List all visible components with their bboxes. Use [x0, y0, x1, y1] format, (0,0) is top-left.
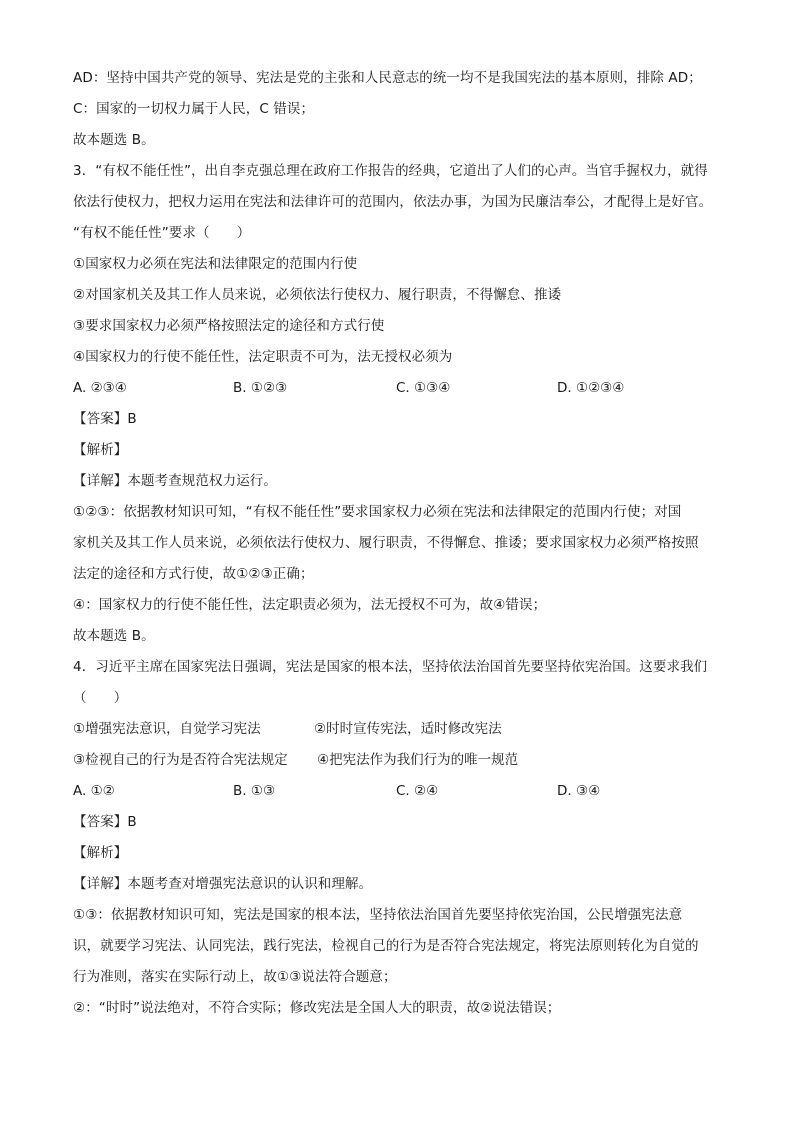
q4-statement-3: ③检视自己的行为是否符合宪法规定 [73, 752, 288, 768]
text-line: 故本题选 B。 [73, 132, 155, 148]
question-3-stem: “有权不能任性”要求（ ） [73, 225, 251, 241]
q4-explanation: 行为准则，落实在实际行动上，故①③说法符合题意； [73, 969, 397, 985]
question-4-stem: （ ） [73, 690, 128, 706]
q3-explanation: ①②③：依据教材知识可知，“有权不能任性”要求国家权力必须在宪法和法律限定的范围内行使；对国 [73, 504, 682, 520]
q3-analysis-heading: 【解析】 [73, 442, 128, 458]
q4-answer: 【答案】B [73, 814, 137, 830]
q4-statement-1: ①增强宪法意识，自觉学习宪法 [73, 721, 261, 737]
q4-explanation: ②：“时时”说法绝对，不符合实际；修改宪法是全国人大的职责，故②说法错误； [73, 1000, 561, 1016]
q3-explanation: ④：国家权力的行使不能任性，法定职责必须为，法无授权不可为，故④错误； [73, 597, 547, 613]
q4-explanation: 识，就要学习宪法、认同宪法，践行宪法，检视自己的行为是否符合宪法规定，将宪法原则转化为自觉的 [73, 938, 699, 954]
q4-analysis-heading: 【解析】 [73, 845, 128, 861]
text-line: C：国家的一切权力属于人民，C 错误； [73, 101, 315, 117]
q3-detail: 【详解】本题考查规范权力运行。 [73, 473, 277, 489]
question-3-statement: ③要求国家权力必须严格按照法定的途径和方式行使 [73, 318, 385, 334]
q4-option-b: B. ①③ [233, 783, 276, 799]
question-3-stem: 3．“有权不能任性”，出自李克强总理在政府工作报告的经典，它道出了人们的心声。当官手握权力，就得 [73, 163, 708, 179]
question-3-stem: 依法行使权力，把权力运用在宪法和法律许可的范围内，依法办事，为国为民廉洁奉公，才配得上是好官。 [73, 194, 713, 210]
q3-explanation: 家机关及其工作人员来说，必须依法行使权力、履行职责，不得懈怠、推诿；要求国家权力必须严格按照 [73, 535, 699, 551]
q4-statement-4: ④把宪法作为我们行为的唯一规范 [317, 752, 519, 768]
question-3-statement: ①国家权力必须在宪法和法律限定的范围内行使 [73, 256, 358, 272]
q3-conclusion: 故本题选 B。 [73, 628, 155, 644]
q4-detail: 【详解】本题考查对增强宪法意识的认识和理解。 [73, 876, 373, 892]
q4-option-a: A. ①② [73, 783, 115, 799]
q4-explanation: ①③：依据教材知识可知，宪法是国家的根本法，坚持依法治国首先要坚持依宪治国，公民增强宪法意 [73, 907, 683, 923]
q4-statement-2: ②时时宣传宪法，适时修改宪法 [314, 721, 502, 737]
q3-option-d: D. ①②③④ [557, 380, 625, 396]
q3-answer: 【答案】B [73, 411, 137, 427]
q3-explanation: 法定的途径和方式行使，故①②③正确； [73, 566, 314, 582]
text-line: AD：坚持中国共产党的领导、宪法是党的主张和人民意志的统一均不是我国宪法的基本原则，排除 AD； [73, 70, 702, 86]
question-3-statement: ④国家权力的行使不能任性，法定职责不可为，法无授权必须为 [73, 349, 453, 365]
q3-option-c: C. ①③④ [396, 380, 451, 396]
q4-option-d: D. ③④ [557, 783, 601, 799]
q3-option-b: B. ①②③ [233, 380, 288, 396]
question-4-stem: 4．习近平主席在国家宪法日强调，宪法是国家的根本法，坚持依法治国首先要坚持依宪治国。这要求我们 [73, 659, 708, 675]
q3-option-a: A. ②③④ [73, 380, 127, 396]
q4-option-c: C. ②④ [396, 783, 439, 799]
question-3-statement: ②对国家机关及其工作人员来说，必须依法行使权力、履行职责，不得懈怠、推诿 [73, 287, 562, 303]
